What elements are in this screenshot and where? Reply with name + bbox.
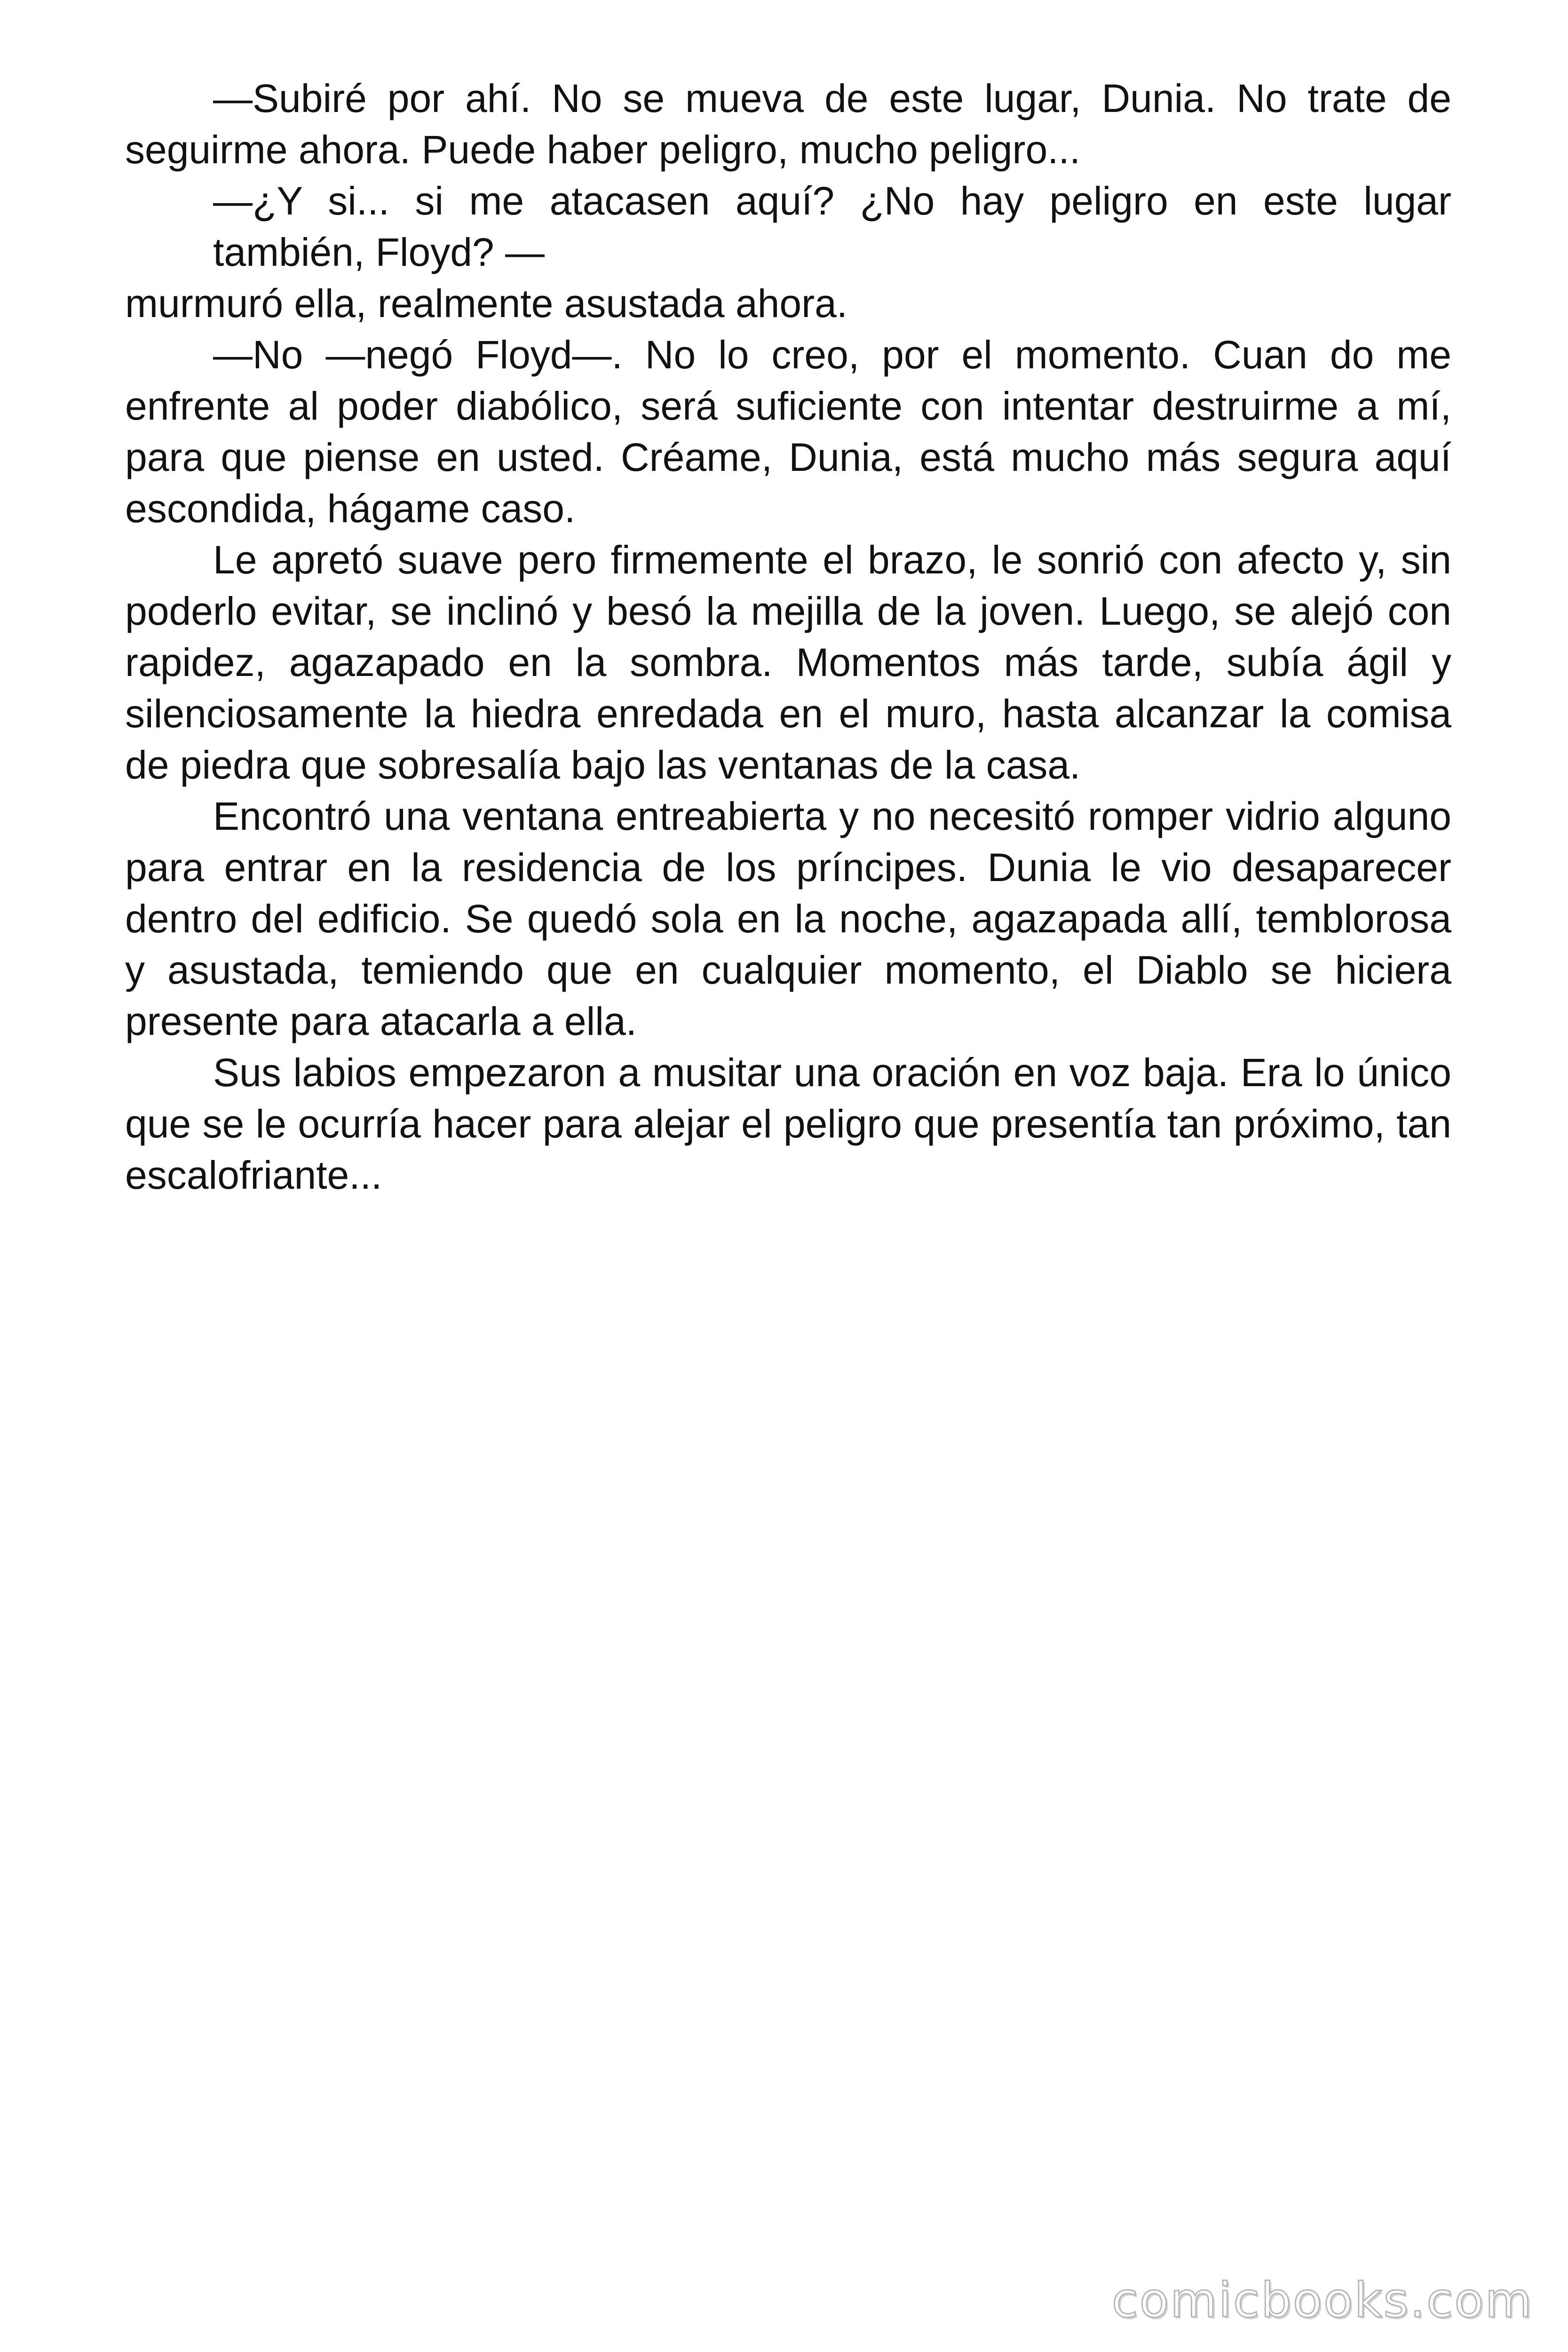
paragraph-6: Encontró una ventana entreabierta y no necesitó romper vidrio alguno para entrar en la residencia de los príncipes. Dunia le vio desaparecer dentro del edificio. Se quedó sola en la noche, agazapada allí, temblorosa y asustada, temiendo que en cualquier momento, el Diablo se hiciera presente para atacarla a ella. [125, 794, 1451, 1043]
paragraph-1: —Subiré por ahí. No se mueva de este lugar, Dunia. No trate de seguirme ahora. Puede haber peligro, mucho peligro... [125, 76, 1451, 172]
paragraph-4: —No —negó Floyd—. No lo creo, por el momento. Cuan do me enfrente al poder diabólico, será suficiente con intentar destruirme a mí, para que piense en usted. Créame, Dunia, está mucho más segura aquí escondida, hágame caso. [125, 333, 1451, 531]
paragraph-5: Le apretó suave pero firmemente el brazo, le sonrió con afecto y, sin poderlo evitar, se inclinó y besó la mejilla de la joven. Luego, se alejó con rapidez, agazapado en la sombra. Momentos más tarde, subía ágil y silenciosamente la hiedra enredada en el muro, hasta alcanzar la comisa de piedra que sobresalía bajo las ventanas de la casa. [125, 538, 1451, 787]
paragraph-3: murmuró ella, realmente asustada ahora. [125, 281, 848, 326]
paragraph-2: —¿Y si... si me atacasen aquí? ¿No hay peligro en este lugar también, Floyd? — [213, 179, 1451, 274]
watermark: comicbooks.com [1111, 2273, 1533, 2328]
paragraph-7: Sus labios empezaron a musitar una oración en voz baja. Era lo único que se le ocurría hacer para alejar el peligro que presentía tan próximo, tan escalofriante... [125, 1050, 1451, 1197]
page-body [125, 73, 1451, 1201]
